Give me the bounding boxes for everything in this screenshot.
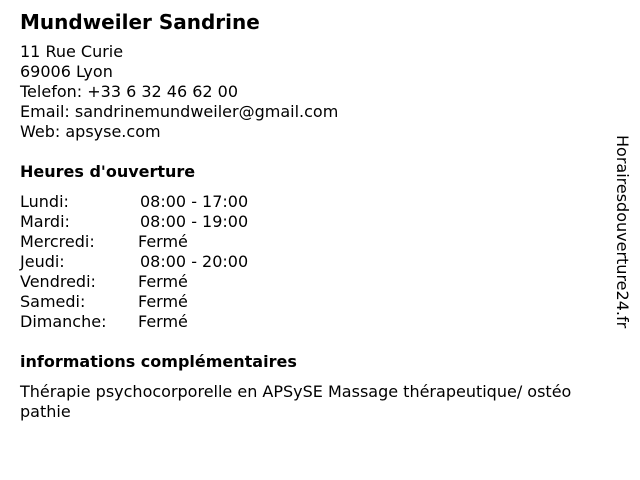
hours-day: Mercredi: (20, 232, 95, 251)
hours-day: Lundi: (20, 192, 69, 211)
info-text: Thérapie psychocorporelle en APSySE Massage thérapeutique/ ostéo pathie (20, 382, 572, 421)
address-city: 69006 Lyon (20, 62, 113, 81)
phone-line: Telefon: +33 6 32 46 62 00 (20, 82, 239, 101)
hours-time: Fermé (138, 292, 188, 311)
hours-day: Samedi: (20, 292, 86, 311)
business-name: Mundweiler Sandrine (20, 10, 260, 34)
email-line: Email: sandrinemundweiler@gmail.com (20, 102, 339, 121)
hours-time: 08:00 - 19:00 (140, 212, 249, 231)
hours-time: Fermé (138, 272, 188, 291)
address-street: 11 Rue Curie (20, 42, 124, 61)
hours-row (20, 232, 610, 252)
hours-time: 08:00 - 20:00 (140, 252, 249, 271)
hours-title: Heures d'ouverture (20, 162, 196, 181)
hours-day: Dimanche: (20, 312, 107, 331)
hours-table (20, 192, 610, 332)
hours-time: Fermé (138, 232, 188, 251)
hours-time: 08:00 - 17:00 (140, 192, 249, 211)
hours-row (20, 252, 610, 272)
site-watermark: Horairesdouverture24.fr (613, 135, 632, 329)
hours-day: Mardi: (20, 212, 70, 231)
hours-row (20, 272, 610, 292)
hours-row (20, 212, 610, 232)
hours-time: Fermé (138, 312, 188, 331)
info-title: informations complémentaires (20, 352, 297, 371)
hours-row (20, 292, 610, 312)
web-line: Web: apsyse.com (20, 122, 161, 141)
hours-row (20, 312, 610, 332)
hours-day: Jeudi: (20, 252, 65, 271)
hours-row (20, 192, 610, 212)
business-card (20, 8, 610, 422)
hours-day: Vendredi: (20, 272, 96, 291)
